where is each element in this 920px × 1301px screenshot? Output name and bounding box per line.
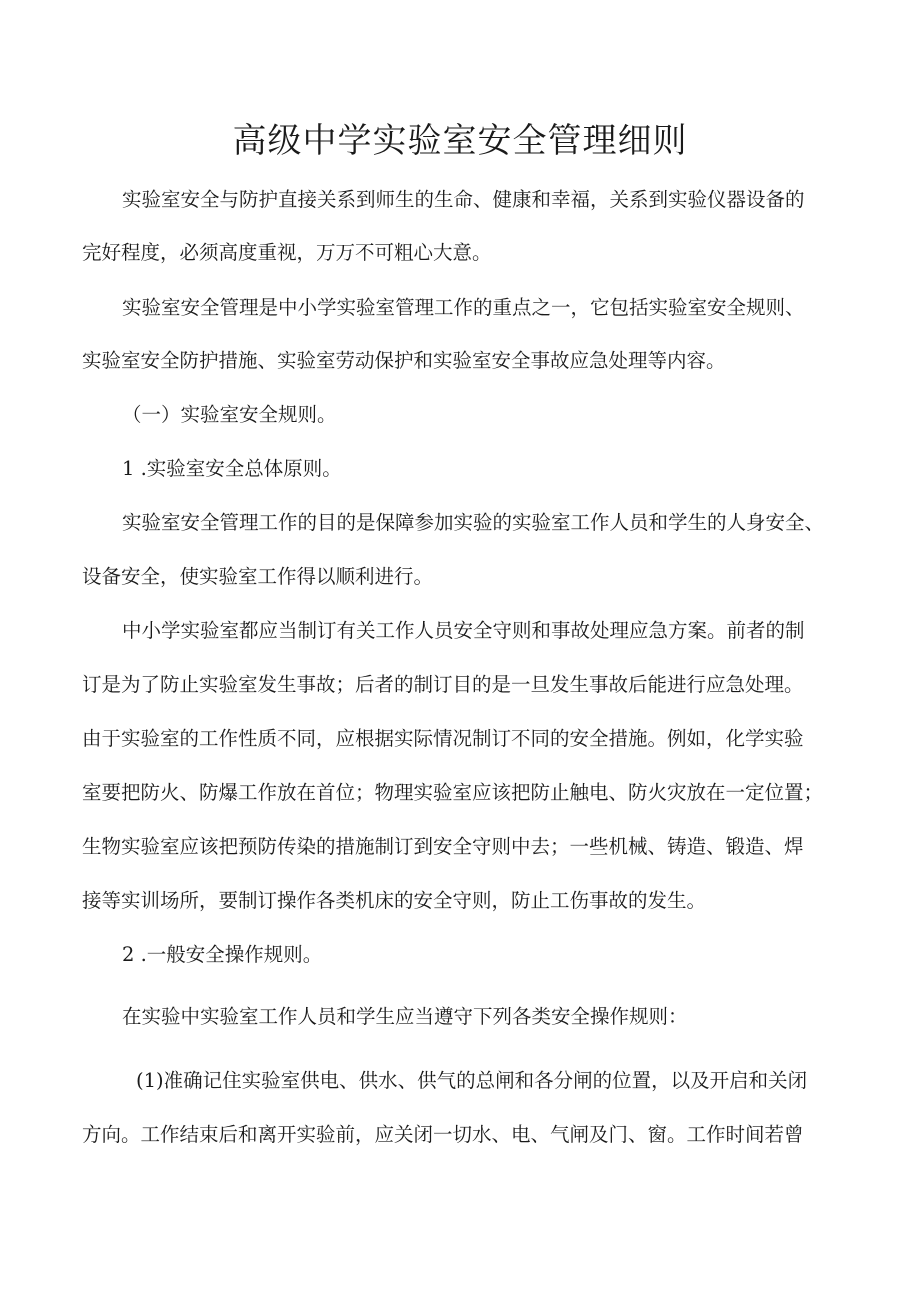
paragraph-line: 由于实验室的工作性质不同，应根据实际情况制订不同的安全措施。例如，化学实验 — [82, 727, 804, 750]
list-item-line: (1)准确记住实验室供电、供水、供气的总闸和各分闸的位置，以及开启和关闭 — [136, 1069, 808, 1092]
paragraph-line: 完好程度，必须高度重视，万万不可粗心大意。 — [82, 241, 492, 264]
paragraph-line: 接等实训场所，要制订操作各类机床的安全守则，防止工伤事故的发生。 — [82, 889, 707, 912]
subsection-heading: 1 .实验室安全总体原则。 — [122, 457, 342, 480]
paragraph-line: 实验室安全管理是中小学实验室管理工作的重点之一，它包括实验室安全规则、 — [122, 296, 805, 319]
paragraph-line: 订是为了防止实验室发生事故；后者的制订目的是一旦发生事故后能进行应急处理。 — [82, 673, 804, 696]
paragraph-line: 方向。工作结束后和离开实验前，应关闭一切水、电、气闸及门、窗。工作时间若曾 — [82, 1123, 804, 1146]
subsection-heading: 2 .一般安全操作规则。 — [122, 943, 323, 966]
paragraph-line: 实验室安全与防护直接关系到师生的生命、健康和幸福，关系到实验仪器设备的 — [122, 188, 805, 211]
paragraph-line: 中小学实验室都应当制订有关工作人员安全守则和事故处理应急方案。前者的制 — [122, 619, 805, 642]
paragraph-line: 实验室安全防护措施、实验室劳动保护和实验室安全事故应急处理等内容。 — [82, 349, 726, 372]
section-heading: （一）实验室安全规则。 — [122, 403, 337, 426]
paragraph-line: 在实验中实验室工作人员和学生应当遵守下列各类安全操作规则： — [122, 1005, 688, 1028]
document-title: 高级中学实验室安全管理细则 — [232, 121, 688, 161]
paragraph-line: 实验室安全管理工作的目的是保障参加实验的实验室工作人员和学生的人身安全、 — [122, 511, 825, 534]
paragraph-line: 设备安全，使实验室工作得以顺利进行。 — [82, 565, 434, 588]
paragraph-line: 生物实验室应该把预防传染的措施制订到安全守则中去；一些机械、铸造、锻造、焊 — [82, 835, 804, 858]
paragraph-line: 室要把防火、防爆工作放在首位；物理实验室应该把防止触电、防火灾放在一定位置； — [82, 781, 824, 804]
